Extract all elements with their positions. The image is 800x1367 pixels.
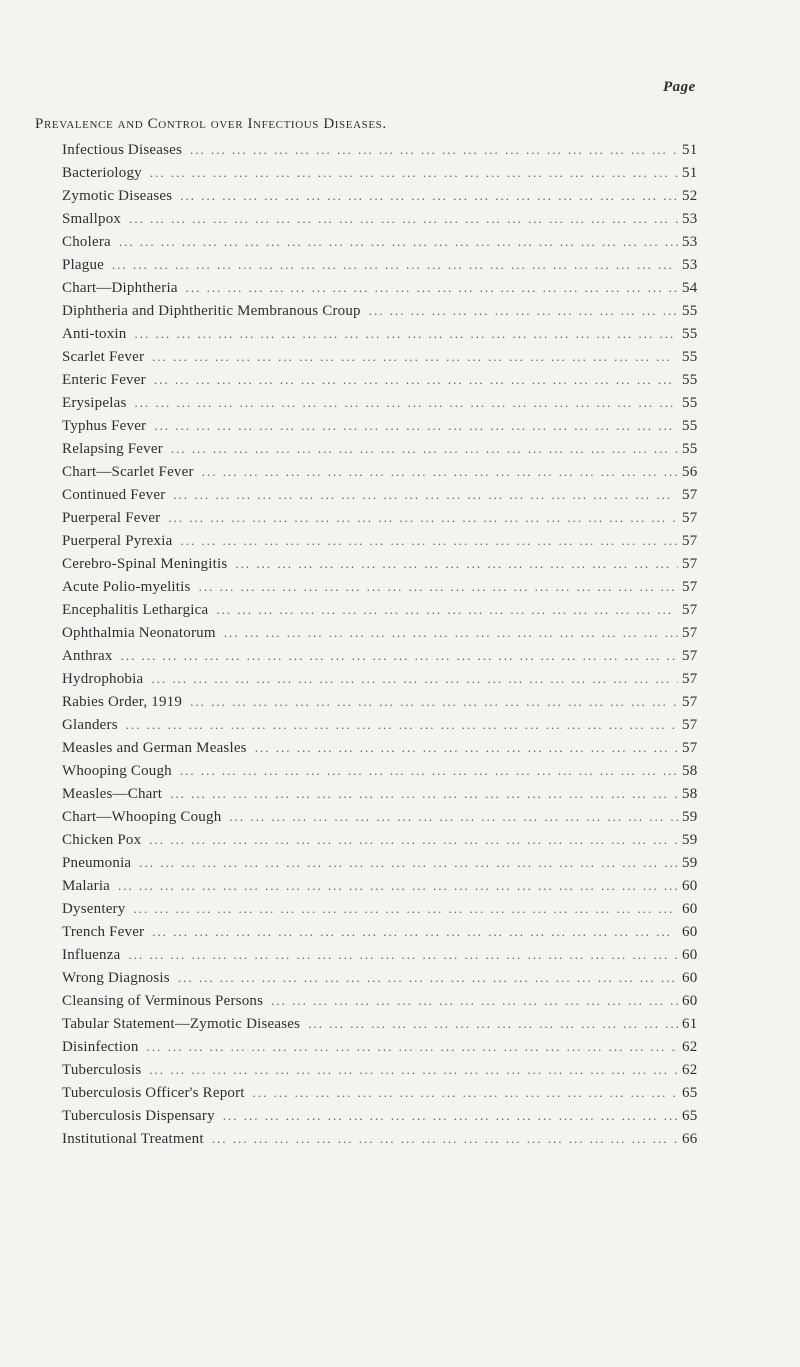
toc-entry-page-number: 59 — [682, 809, 698, 825]
toc-entry — [62, 552, 712, 575]
toc-entry-title: Typhus Fever — [62, 418, 147, 434]
toc-entry-page-number: 53 — [682, 234, 698, 250]
toc-entry — [62, 621, 712, 644]
toc-entry-title: Tuberculosis Officer's Report — [62, 1085, 245, 1101]
toc-entry-title: Trench Fever — [62, 924, 145, 940]
toc-entry-title: Glanders — [62, 717, 118, 733]
toc-entry-title: Whooping Cough — [62, 763, 172, 779]
toc-entry-page-number: 55 — [682, 372, 698, 388]
dot-leader — [118, 874, 678, 897]
toc-entry — [62, 851, 712, 874]
toc-entry-page-number: 57 — [682, 671, 698, 687]
dot-leader — [151, 667, 678, 690]
toc-entry-page-number: 57 — [682, 510, 698, 526]
toc-entry — [62, 598, 712, 621]
toc-entry-title: Puerperal Pyrexia — [62, 533, 173, 549]
toc-entry — [62, 575, 712, 598]
toc-entry — [62, 805, 712, 828]
toc-entry-page-number: 57 — [682, 602, 698, 618]
toc-entry-page-number: 55 — [682, 326, 698, 342]
toc-entry — [62, 920, 712, 943]
toc-entry — [62, 828, 712, 851]
toc-entry-title: Institutional Treatment — [62, 1131, 204, 1147]
toc-entry — [62, 391, 712, 414]
toc-entry — [62, 644, 712, 667]
toc-entry — [62, 299, 712, 322]
dot-leader — [149, 828, 678, 851]
toc-entry-title: Measles and German Measles — [62, 740, 247, 756]
toc-entry-title: Wrong Diagnosis — [62, 970, 170, 986]
toc-entry-page-number: 65 — [682, 1085, 698, 1101]
toc-entry-title: Infectious Diseases — [62, 142, 183, 158]
dot-leader — [186, 276, 678, 299]
dot-leader — [271, 989, 678, 1012]
toc-entry — [62, 1081, 712, 1104]
toc-entry-page-number: 58 — [682, 786, 698, 802]
toc-entry-page-number: 60 — [682, 993, 698, 1009]
toc-entry-page-number: 51 — [682, 142, 698, 158]
dot-leader — [308, 1012, 678, 1035]
toc-entry — [62, 667, 712, 690]
toc-entry-page-number: 62 — [682, 1062, 698, 1078]
toc-entry-title: Zymotic Diseases — [62, 188, 173, 204]
dot-leader — [133, 897, 678, 920]
toc-entry-page-number: 57 — [682, 625, 698, 641]
toc-entry — [62, 736, 712, 759]
toc-entry-page-number: 52 — [682, 188, 698, 204]
toc-entry-page-number: 53 — [682, 257, 698, 273]
toc-entry — [62, 368, 712, 391]
toc-entry-title: Encephalitis Lethargica — [62, 602, 209, 618]
toc-entry-page-number: 66 — [682, 1131, 698, 1147]
toc-entry-title: Continued Fever — [62, 487, 166, 503]
toc-entry — [62, 966, 712, 989]
dot-leader — [224, 621, 678, 644]
toc-entry-page-number: 55 — [682, 418, 698, 434]
toc-entry-title: Acute Polio-myelitis — [62, 579, 191, 595]
toc-entry-title: Anthrax — [62, 648, 113, 664]
dot-leader — [126, 713, 678, 736]
toc-entry-title: Cholera — [62, 234, 111, 250]
toc-entry-title: Plague — [62, 257, 105, 273]
dot-leader — [150, 161, 678, 184]
toc-entry-title: Ophthalmia Neonatorum — [62, 625, 216, 641]
toc-entry — [62, 529, 712, 552]
toc-entry-page-number: 62 — [682, 1039, 698, 1055]
toc-entry-title: Scarlet Fever — [62, 349, 145, 365]
toc-entry-title: Disinfection — [62, 1039, 139, 1055]
toc-entry-title: Smallpox — [62, 211, 122, 227]
toc-entry-page-number: 55 — [682, 395, 698, 411]
dot-leader — [202, 460, 678, 483]
toc-entry — [62, 1058, 712, 1081]
dot-leader — [154, 414, 678, 437]
toc-entry — [62, 1104, 712, 1127]
toc-entry-page-number: 60 — [682, 878, 698, 894]
toc-entry-title: Erysipelas — [62, 395, 127, 411]
page-column-header: Page — [663, 79, 696, 95]
toc-entry — [62, 690, 712, 713]
toc-entry — [62, 782, 712, 805]
dot-leader — [147, 1035, 678, 1058]
toc-entry — [62, 276, 712, 299]
dot-leader — [180, 184, 678, 207]
dot-leader — [180, 759, 678, 782]
dot-leader — [212, 1127, 678, 1150]
toc-entry-page-number: 65 — [682, 1108, 698, 1124]
dot-leader — [168, 506, 678, 529]
dot-leader — [199, 575, 678, 598]
toc-entry-title: Pneumonia — [62, 855, 132, 871]
toc-entry-page-number: 60 — [682, 947, 698, 963]
toc-entry-page-number: 57 — [682, 533, 698, 549]
toc-entry — [62, 414, 712, 437]
toc-entry-page-number: 54 — [682, 280, 698, 296]
dot-leader — [216, 598, 678, 621]
toc-entry-page-number: 57 — [682, 556, 698, 572]
toc-entry-title: Tabular Statement—Zymotic Diseases — [62, 1016, 301, 1032]
toc-entry — [62, 759, 712, 782]
dot-leader — [152, 920, 678, 943]
toc-entry-title: Puerperal Fever — [62, 510, 161, 526]
toc-entry-title: Bacteriology — [62, 165, 142, 181]
toc-entry — [62, 1035, 712, 1058]
table-of-contents — [62, 138, 712, 1150]
dot-leader — [119, 230, 678, 253]
toc-entry-page-number: 56 — [682, 464, 698, 480]
toc-entry-title: Rabies Order, 1919 — [62, 694, 183, 710]
toc-entry-title: Measles—Chart — [62, 786, 163, 802]
toc-entry-page-number: 51 — [682, 165, 698, 181]
toc-entry — [62, 713, 712, 736]
toc-entry — [62, 1012, 712, 1035]
toc-entry-title: Hydrophobia — [62, 671, 144, 687]
toc-entry-page-number: 59 — [682, 855, 698, 871]
toc-entry-title: Malaria — [62, 878, 111, 894]
dot-leader — [139, 851, 678, 874]
toc-entry-title: Relapsing Fever — [62, 441, 163, 457]
toc-entry-page-number: 55 — [682, 349, 698, 365]
dot-leader — [134, 391, 678, 414]
toc-entry-page-number: 61 — [682, 1016, 698, 1032]
toc-entry-page-number: 59 — [682, 832, 698, 848]
toc-entry — [62, 943, 712, 966]
dot-leader — [173, 483, 678, 506]
toc-entry-page-number: 60 — [682, 901, 698, 917]
dot-leader — [112, 253, 678, 276]
toc-entry-title: Chicken Pox — [62, 832, 142, 848]
dot-leader — [369, 299, 678, 322]
dot-leader — [171, 437, 678, 460]
toc-entry-title: Cerebro-Spinal Meningitis — [62, 556, 228, 572]
toc-entry — [62, 506, 712, 529]
toc-entry — [62, 253, 712, 276]
toc-entry-title: Chart—Whooping Cough — [62, 809, 222, 825]
dot-leader — [154, 368, 678, 391]
toc-entry — [62, 161, 712, 184]
dot-leader — [129, 207, 678, 230]
dot-leader — [128, 943, 678, 966]
toc-entry-page-number: 60 — [682, 970, 698, 986]
toc-entry — [62, 1127, 712, 1150]
section-heading: Prevalence and Control over Infectious Diseases. — [35, 116, 387, 132]
toc-entry-title: Influenza — [62, 947, 121, 963]
dot-leader — [178, 966, 678, 989]
dot-leader — [235, 552, 678, 575]
toc-entry — [62, 874, 712, 897]
toc-entry-page-number: 57 — [682, 648, 698, 664]
dot-leader — [190, 138, 678, 161]
toc-entry — [62, 345, 712, 368]
toc-entry-title: Chart—Scarlet Fever — [62, 464, 194, 480]
dot-leader — [253, 1081, 678, 1104]
toc-entry-page-number: 58 — [682, 763, 698, 779]
toc-entry-page-number: 57 — [682, 579, 698, 595]
dot-leader — [170, 782, 678, 805]
toc-entry-title: Tuberculosis — [62, 1062, 142, 1078]
toc-entry — [62, 437, 712, 460]
toc-entry-page-number: 57 — [682, 487, 698, 503]
toc-entry — [62, 460, 712, 483]
toc-entry-page-number: 57 — [682, 717, 698, 733]
toc-entry-title: Dysentery — [62, 901, 126, 917]
toc-entry — [62, 989, 712, 1012]
dot-leader — [152, 345, 678, 368]
toc-entry — [62, 322, 712, 345]
dot-leader — [190, 690, 678, 713]
toc-entry-page-number: 55 — [682, 303, 698, 319]
toc-entry-title: Chart—Diphtheria — [62, 280, 178, 296]
toc-entry — [62, 483, 712, 506]
toc-entry-title: Tuberculosis Dispensary — [62, 1108, 215, 1124]
toc-entry-page-number: 55 — [682, 441, 698, 457]
dot-leader — [135, 322, 679, 345]
dot-leader — [149, 1058, 678, 1081]
toc-entry — [62, 138, 712, 161]
toc-entry-page-number: 60 — [682, 924, 698, 940]
dot-leader — [121, 644, 678, 667]
toc-entry — [62, 230, 712, 253]
toc-entry-title: Cleansing of Verminous Persons — [62, 993, 264, 1009]
dot-leader — [180, 529, 678, 552]
toc-entry-title: Enteric Fever — [62, 372, 146, 388]
toc-entry-title: Anti-toxin — [62, 326, 127, 342]
toc-entry — [62, 897, 712, 920]
toc-entry-page-number: 57 — [682, 740, 698, 756]
toc-entry-page-number: 57 — [682, 694, 698, 710]
toc-entry-title: Diphtheria and Diphtheritic Membranous Croup — [62, 303, 361, 319]
toc-entry-page-number: 53 — [682, 211, 698, 227]
dot-leader — [229, 805, 678, 828]
dot-leader — [255, 736, 678, 759]
toc-entry — [62, 184, 712, 207]
toc-entry — [62, 207, 712, 230]
dot-leader — [223, 1104, 678, 1127]
